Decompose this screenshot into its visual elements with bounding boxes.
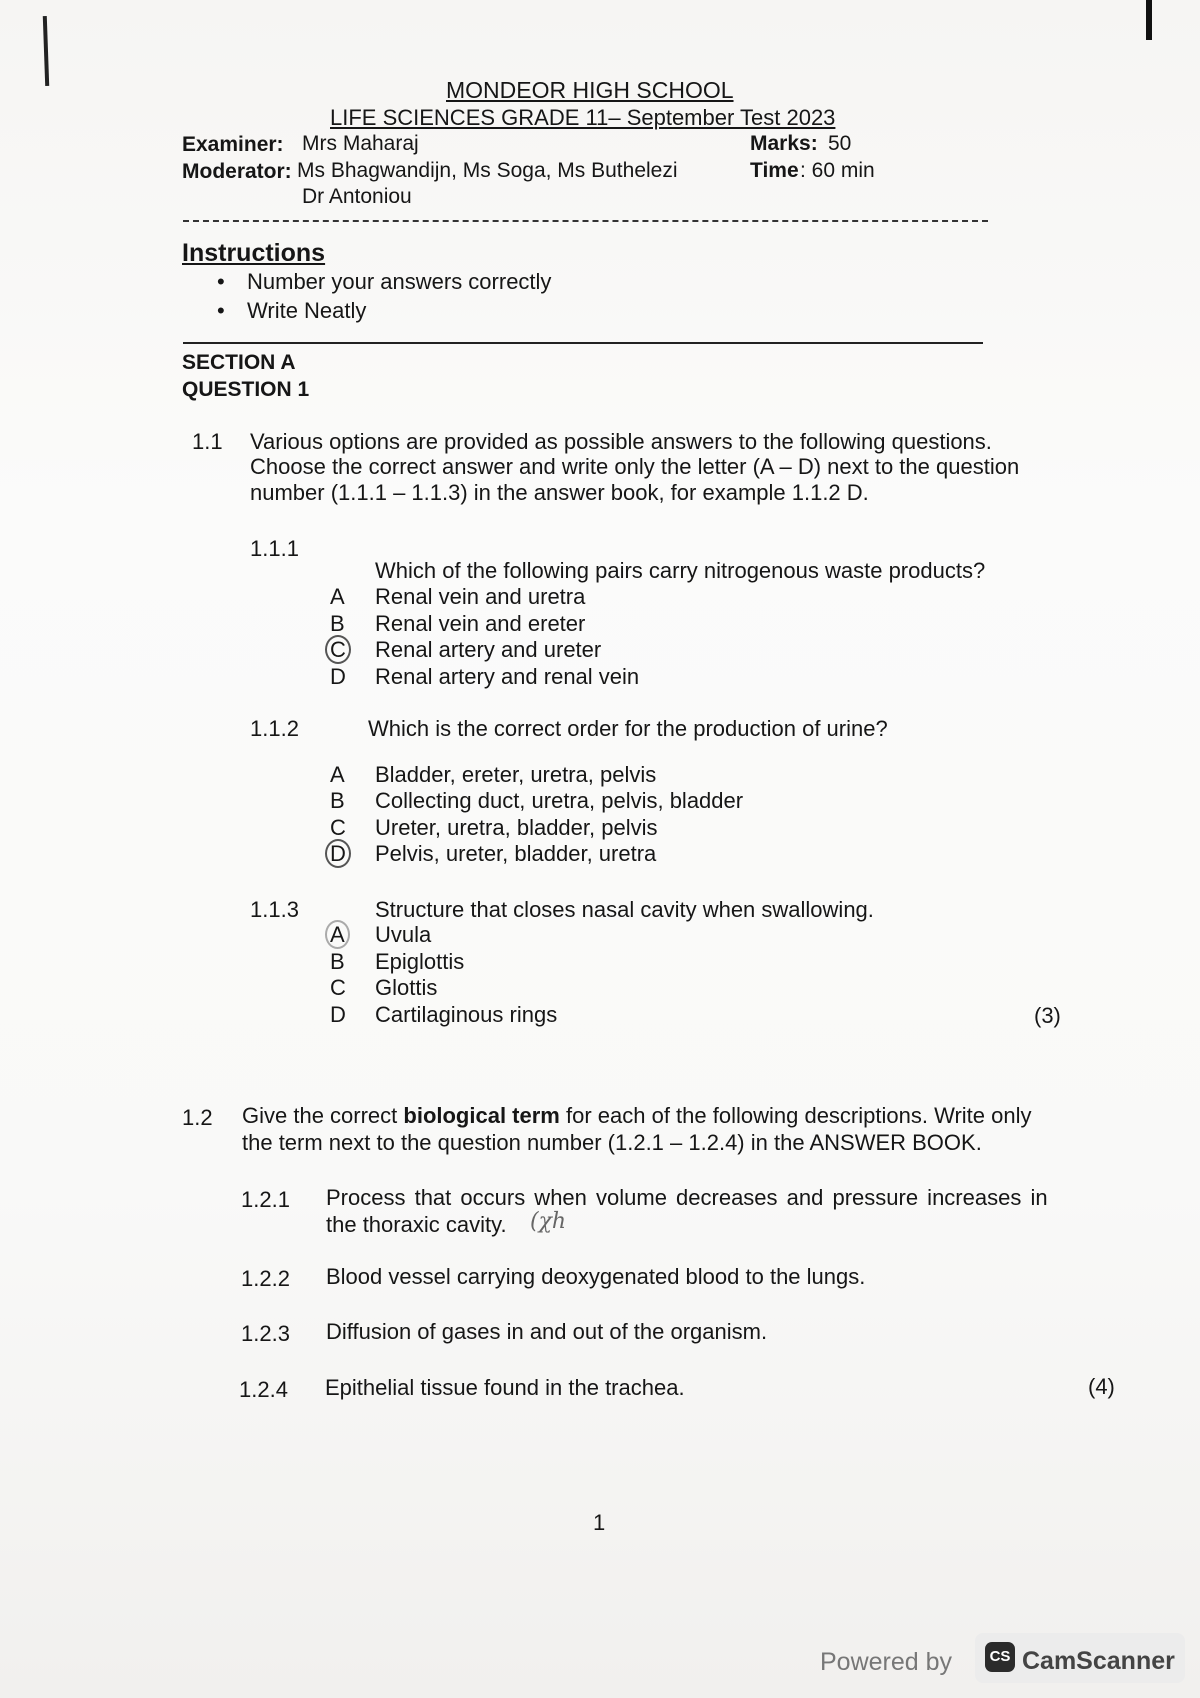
instructions-heading: Instructions [182, 239, 326, 267]
time-label: Time [750, 159, 799, 182]
option-text: Renal artery and ureter [375, 637, 602, 662]
question-text-part: for each of the following descriptions. Write only [559, 1103, 1032, 1128]
question-marks: (4) [1088, 1374, 1115, 1399]
question-text-part: Give the correct [242, 1103, 404, 1128]
sub-question-text: Epithelial tissue found in the trachea. [325, 1375, 685, 1400]
question-text: number (1.1.1 – 1.1.3) in the answer book, for example 1.1.2 D. [250, 480, 869, 505]
marks-value: 50 [828, 132, 852, 155]
section-divider [183, 342, 983, 344]
test-title: LIFE SCIENCES GRADE 11– September Test 2023 [330, 105, 836, 130]
camscanner-logo-icon: CS [985, 1642, 1015, 1672]
option-text: Glottis [375, 975, 438, 1000]
handwritten-mark: (χh [530, 1209, 567, 1234]
option-letter [330, 922, 350, 948]
option-letter: D [330, 1002, 346, 1027]
moderator-names-cont: Dr Antoniou [302, 185, 412, 208]
examiner-name: Mrs Maharaj [302, 132, 419, 155]
sub-question-text: the thoraxic cavity. [326, 1212, 507, 1237]
option-letter: B [330, 788, 345, 813]
examiner-label: Examiner: [182, 133, 284, 156]
option-letter: C [330, 815, 346, 840]
powered-by-text: Powered by [820, 1648, 953, 1676]
page-edge-shadow [1146, 0, 1152, 40]
instruction-item: • Number your answers correctly [247, 269, 551, 295]
header-divider [183, 220, 988, 222]
option-letter: C [330, 975, 346, 1000]
option-text: Epiglottis [375, 949, 465, 974]
time-value: : 60 min [800, 159, 875, 182]
question-text [242, 1102, 1031, 1129]
sub-question-text: Blood vessel carrying deoxygenated blood to the lungs. [326, 1264, 866, 1289]
camscanner-brand: CamScanner [1022, 1647, 1175, 1675]
option-letter: D [330, 664, 346, 689]
question-text: the term next to the question number (1.2.1 – 1.2.4) in the ANSWER BOOK. [242, 1130, 982, 1155]
sub-question-text: Which of the following pairs carry nitrogenous waste products? [375, 558, 986, 583]
sub-question-number: 1.2.1 [241, 1187, 290, 1212]
sub-question-number: 1.1.2 [250, 716, 299, 741]
section-label: SECTION A [182, 351, 296, 374]
biological-term-emphasis: biological term [403, 1103, 560, 1128]
answer-circle-mark: A [325, 920, 350, 949]
option-text: Bladder, ereter, uretra, pelvis [375, 762, 657, 787]
question-label: QUESTION 1 [182, 378, 310, 401]
option-text: Renal vein and ereter [375, 611, 586, 636]
moderator-names: Ms Bhagwandijn, Ms Soga, Ms Buthelezi [297, 159, 678, 182]
question-number: 1.1 [192, 429, 223, 454]
sub-question-text: Which is the correct order for the production of urine? [368, 716, 888, 741]
moderator-label: Moderator: [182, 160, 292, 183]
option-letter: A [330, 762, 345, 787]
option-text: Cartilaginous rings [375, 1002, 558, 1027]
option-text: Ureter, uretra, bladder, pelvis [375, 815, 658, 840]
question-marks: (3) [1034, 1003, 1061, 1028]
option-text: Renal vein and uretra [375, 584, 586, 609]
page-number: 1 [593, 1510, 606, 1535]
option-text: Renal artery and renal vein [375, 664, 640, 689]
sub-question-text: Structure that closes nasal cavity when swallowing. [375, 897, 874, 922]
sub-question-number: 1.2.3 [241, 1321, 290, 1346]
option-text: Collecting duct, uretra, pelvis, bladder [375, 788, 744, 813]
answer-circle-mark: C [325, 635, 351, 664]
instruction-item: • Write Neatly [247, 298, 366, 324]
option-letter: A [330, 584, 345, 609]
question-number: 1.2 [182, 1105, 213, 1130]
page-edge-shadow [43, 16, 49, 86]
option-text: Uvula [375, 922, 432, 947]
option-letter: B [330, 949, 345, 974]
school-name: MONDEOR HIGH SCHOOL [446, 77, 734, 103]
option-letter [330, 637, 351, 663]
sub-question-number: 1.1.1 [250, 536, 299, 561]
question-text: Choose the correct answer and write only the letter (A – D) next to the question [250, 454, 1020, 479]
sub-question-text: Diffusion of gases in and out of the organism. [326, 1319, 768, 1344]
sub-question-number: 1.1.3 [250, 897, 299, 922]
sub-question-number: 1.2.4 [239, 1377, 288, 1402]
question-text: Various options are provided as possible answers to the following questions. [250, 429, 992, 454]
option-text: Pelvis, ureter, bladder, uretra [375, 841, 657, 866]
marks-label: Marks: [750, 132, 818, 155]
answer-circle-mark: D [325, 839, 351, 868]
option-letter [330, 841, 351, 867]
sub-question-text: Process that occurs when volume decreases and pressure increases in [326, 1185, 1048, 1210]
sub-question-number: 1.2.2 [241, 1266, 290, 1291]
option-letter: B [330, 611, 345, 636]
